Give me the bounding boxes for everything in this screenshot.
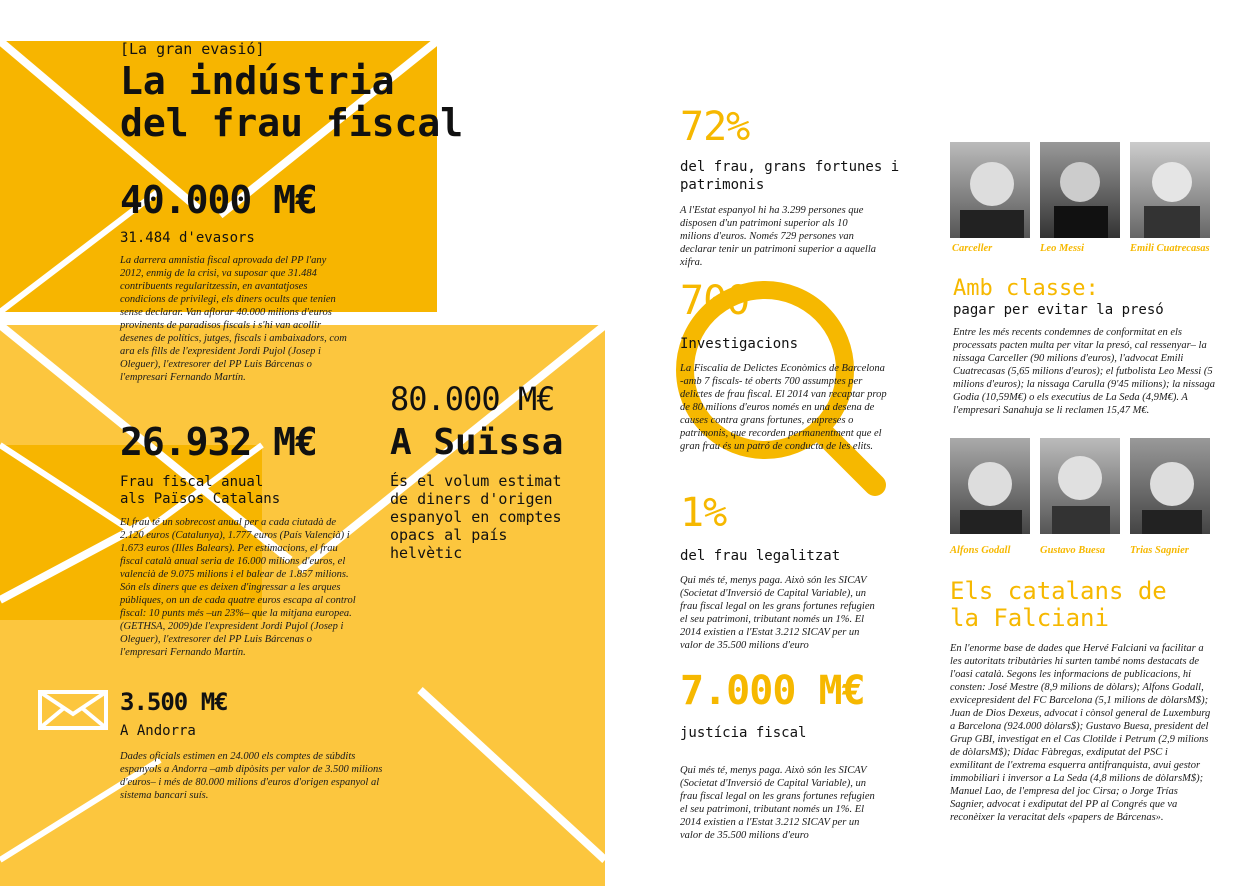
block2-subtitle-line1: Frau fiscal anual (120, 474, 264, 490)
page-title (120, 60, 463, 144)
section1-text: Entre les més recents condemnes de conformitat en els processats pacten multa per vitar la presó, cal ressenyar– la nissaga Carceller (90 milions d'euros), l'advocat Emili Cuatrecasas (5,65 milions d'euros); el futbolista Leo Messi (5 milions d'euros); la nissaga Carulla (9'45 milions); la nissaga Godia (10,59M€) o els executius de La Seda (4,9M€). A l'empresari Sanahuja se li reclamen 15,47 M€. (953, 327, 1215, 416)
block2-figure: 26.932 M€ (120, 420, 317, 464)
block3-text: És el volum estimat de diners d'origen espanyol en comptes opacs al país helvètic (390, 472, 562, 562)
title-line2: del frau fiscal (120, 101, 464, 145)
block2-text: El frau té un sobrecost anual per a cada ciutadà de 2.120 euros (Catalunya), 1.777 euros (País Valencià) i 1.673 euros (Illes Balears). Per estimacions, el frau fiscal català anual seria de 16.000 milions d'euros, el valencià de 9.075 milions i el balear de 1.857 milions. Són els diners que es deixen d'ingressar a les arques públiques, on un de cada quatre euros escapa al control fiscal: 10 punts més –un 23%– que la mitjana europea. (GETHSA, 2009)de l'expresident Jordi Pujol (Josep i Oleguer), l'extresorer del PP Luis Bárcenas o l'empresari Fernando Martín. (120, 517, 356, 658)
block3-subtitle: A Suïssa (390, 422, 564, 463)
stat4-text: Qui més té, menys paga. Això són les SICAV (Societat d'Inversió de Capital Variable), un frau fiscal legal on les grans fortunes refugien el seu patrimoni, tributant només un 1%. El 2014 existien a l'Estat 3.212 SICAV per un valor de 35.500 milions d'euro (680, 765, 875, 841)
photo-emili-cuatrecasas (1130, 142, 1210, 238)
section2-title (950, 578, 1167, 632)
photo-gustavo-buesa (1040, 438, 1120, 534)
caption-alfons-godall: Alfons Godall (950, 545, 1011, 556)
caption-leo-messi: Leo Messi (1040, 243, 1085, 254)
block4-figure: 3.500 M€ (120, 688, 228, 716)
stat1-figure: 72% (680, 104, 750, 150)
caption-gustavo-buesa: Gustavo Buesa (1040, 545, 1106, 556)
photo-leo-messi (1040, 142, 1120, 238)
photo-alfons-godall (950, 438, 1030, 534)
title-line1: La indústria (120, 59, 395, 103)
section1-title: Amb classe: (953, 276, 1099, 301)
stat4-figure: 7.000 M€ (680, 668, 865, 714)
caption-trias-sagnier: Trias Sagnier (1130, 545, 1189, 556)
block3-figure: 80.000 M€ (390, 380, 555, 418)
stat3-figure: 1% (680, 490, 727, 536)
block1-text: La darrera amnistia fiscal aprovada del PP l'any 2012, enmig de la crisi, va suposar que 31.484 contribuents regularitzessin, en avantatjoses condicions de privilegi, els diners ocults que tenien sense declarar. Van aflorar 40.000 milions d'euros provinents de paradisos fiscals i s'hi van acollir desenes de polítics, jutges, fiscals i ambaixadors, com ara els fills de l'expresident Jordi Pujol (Josep i Oleguer), l'extresorer del PP Luis Bárcenas o l'empresari Fernando Martín. (120, 255, 347, 383)
block1-subtitle: 31.484 d'evasors (120, 230, 255, 246)
block1-figure: 40.000 M€ (120, 178, 317, 222)
section1-subtitle: pagar per evitar la presó (953, 302, 1164, 318)
envelope-icon (38, 690, 108, 730)
block4-text: Dades oficials estimen en 24.000 els comptes de súbdits espanyols a Andorra –amb dipòsits per valor de 3.500 milions d'euros– i més de 80.000 milions d'euros d'origen espanyol al sistema bancari suís. (120, 751, 383, 801)
photo-trias-sagnier (1130, 438, 1210, 534)
section2-title-line1: Els catalans de (950, 577, 1167, 605)
caption-emili-cuatrecasas: Emili Cuatrecasas (1130, 243, 1210, 254)
stat3-subtitle: del frau legalitzat (680, 548, 841, 564)
block4-subtitle: A Andorra (120, 723, 196, 739)
section2-title-line2: la Falciani (950, 604, 1109, 632)
stat3-text: Qui més té, menys paga. Això són les SICAV (Societat d'Inversió de Capital Variable), un frau fiscal legal on les grans fortunes refugien el seu patrimoni, tributant només un 1%. El 2014 existien a l'Estat 3.212 SICAV per un valor de 35.500 milions d'euro (680, 575, 875, 651)
stat2-subtitle: Investigacions (680, 336, 799, 352)
block2-subtitle (120, 474, 280, 508)
stat1-subtitle: del frau, grans fortunes i patrimonis (680, 159, 900, 193)
stat4-subtitle: justícia fiscal (680, 725, 807, 741)
section2-text: En l'enorme base de dades que Hervé Falciani va facilitar a les autoritats tributàries hi surten també noms destacats de l'oasi català. Segons les informacions de publicacions, hi consten: José Mestre (8,9 milions de dòlars); Alfons Godall, exvicepresident del FC Barcelona (5,1 milions de dòlarsM$); Juan de Dios Dexeus, advocat i cònsol general de Luxemburg a Barcelona (924.000 dòlars$); Gustavo Buesa, president del Grup GBI, investigat en el Cas Clotilde i Petrum (2,9 milions de dòlarsM$); Dídac Fàbregas, exdiputat del PSC i exmilitant de l'extrema esquerra antifranquista, avui gestor immobiliari i inversor a La Seda (4,8 milions de dòlarsM$); Manuel Lao, de l'empresa del joc Cirsa; o Jorge Trías Sagnier, advocat i exdiputat del PP al Congrés que va reconèixer la veracitat dels «papers de Bárcenas». (950, 643, 1211, 823)
photo-carceller (950, 142, 1030, 238)
caption-carceller: Carceller (952, 243, 993, 254)
stat2-figure: 700 (680, 278, 750, 324)
stat1-text: A l'Estat espanyol hi ha 3.299 persones que disposen d'un patrimoni superior als 10 milions d'euros. Només 729 persones van declarar tenir un patrimoni superior a aquella xifra. (680, 205, 876, 268)
block2-subtitle-line2: als Països Catalans (120, 491, 281, 507)
stat2-text: La Fiscalia de Delictes Econòmics de Barcelona -amb 7 fiscals- té oberts 700 assumptes per delictes de frau fiscal. El 2014 van recaptar prop de 80 milions d'euros només en una desena de causes contra grans fortunes, empreses o patrimonis, que recorden permanentment que el gran frau és un patró de conducta de les elits. (680, 363, 887, 452)
kicker: [La gran evasió] (120, 40, 265, 58)
